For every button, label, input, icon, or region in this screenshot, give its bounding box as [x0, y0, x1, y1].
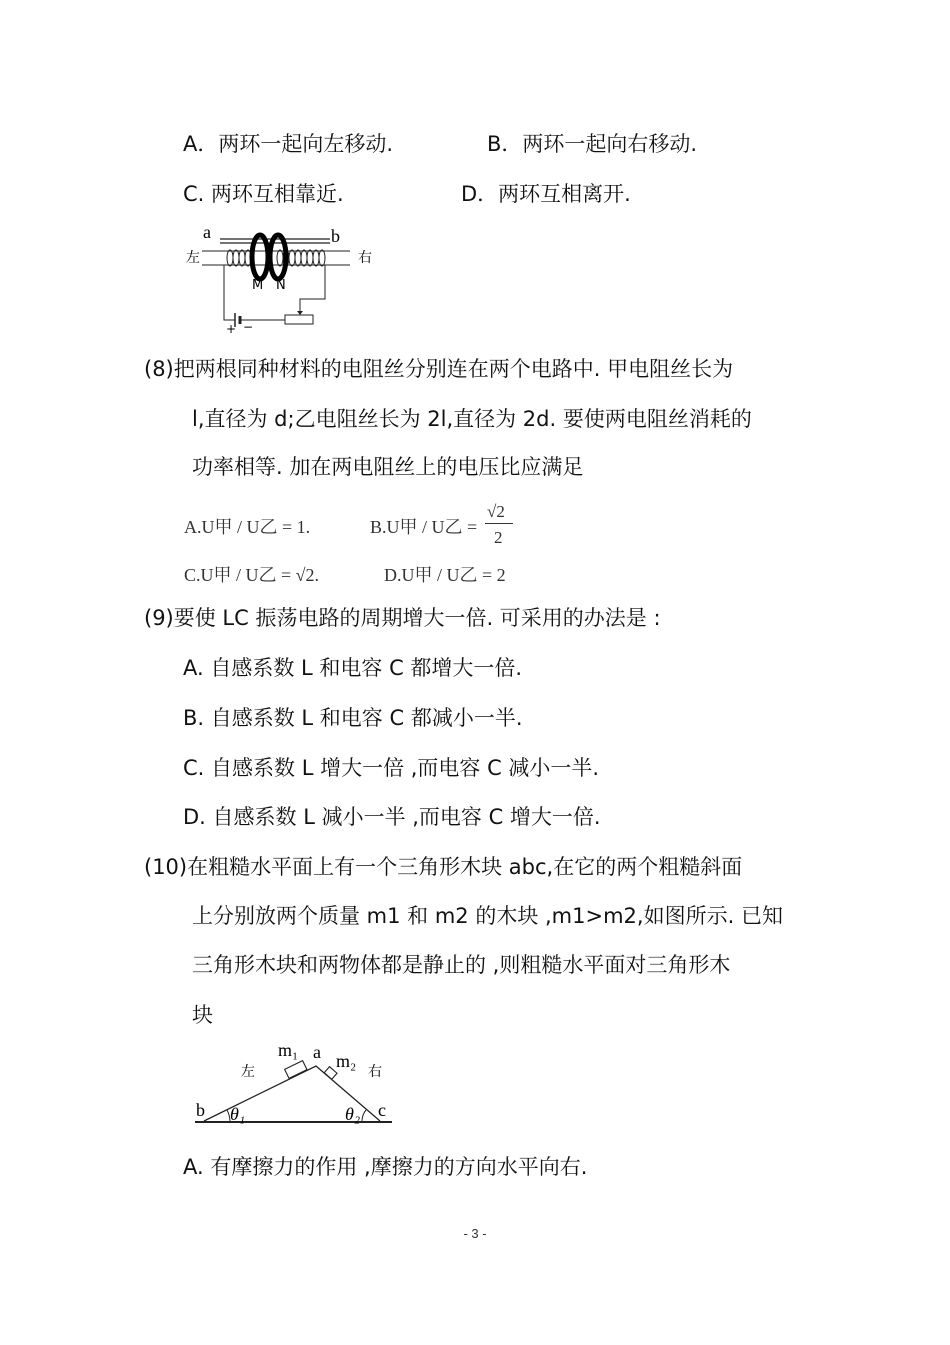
incline-figure [190, 1040, 400, 1125]
label-b: b [331, 226, 340, 246]
q8-option-a: A.U甲 / U乙 = 1. [184, 517, 311, 537]
q10-line2: 上分别放两个质量 m1 和 m2 的木块 ,m1>m2,如图所示. 已知 [192, 904, 783, 928]
page-number: - 3 - [463, 1226, 487, 1241]
q9-option-a: A. 自感系数 L 和电容 C 都增大一倍. [183, 656, 523, 680]
label-m1: m₁ [278, 1040, 299, 1060]
label-theta2: θ₂ [345, 1104, 361, 1124]
q8-option-b-prefix: B.U甲 / U乙 = [370, 517, 478, 537]
ring-m [252, 235, 268, 279]
label-left: 左 [186, 250, 200, 266]
q7-option-a: A．两环一起向左移动. [183, 132, 394, 156]
q8-option-c: C.U甲 / U乙 = √2. [184, 565, 320, 585]
q10-option-a: A. 有摩擦力的作用 ,摩擦力的方向水平向右. [183, 1155, 588, 1179]
q8-line1: (8)把两根同种材料的电阻丝分别连在两个电路中. 甲电阻丝长为 [144, 357, 734, 381]
q8-option-d: D.U甲 / U乙 = 2 [384, 565, 506, 585]
label-right: 右 [358, 250, 372, 266]
label-left: 左 [241, 1064, 255, 1080]
q7-option-d: D．两环互相离开. [461, 182, 631, 206]
q7-option-c: C. 两环互相靠近. [183, 182, 344, 206]
label-a: a [203, 225, 211, 242]
label-n: N [276, 278, 286, 293]
q7-option-b: B．两环一起向右移动. [487, 132, 698, 156]
q9-option-d: D. 自感系数 L 减小一半 ,而电容 C 增大一倍. [183, 805, 601, 829]
label-right: 右 [368, 1064, 382, 1080]
label-plus: + [226, 322, 237, 336]
solenoid-figure [180, 225, 380, 340]
q10-line4: 块 [192, 1003, 213, 1027]
label-b: b [196, 1100, 205, 1120]
q10-line1: (10)在粗糙水平面上有一个三角形木块 abc,在它的两个粗糙斜面 [144, 855, 743, 879]
label-m: M [252, 278, 264, 293]
q10-line3: 三角形木块和两物体都是静止的 ,则粗糙水平面对三角形木 [192, 953, 731, 977]
fraction-bar [485, 523, 513, 524]
label-minus: − [243, 320, 254, 334]
q8-line2: l,直径为 d;乙电阻丝长为 2l,直径为 2d. 要使两电阻丝消耗的 [192, 407, 752, 431]
label-c: c [378, 1100, 386, 1120]
q9-option-b: B. 自感系数 L 和电容 C 都减小一半. [183, 706, 523, 730]
label-theta1: θ₁ [230, 1104, 246, 1124]
label-a: a [313, 1042, 321, 1062]
q9-stem: (9)要使 LC 振荡电路的周期增大一倍. 可采用的办法是 : [144, 606, 661, 630]
ring-n [270, 235, 286, 279]
q8-option-b-denominator: 2 [494, 528, 503, 547]
q8-option-b-numerator: √2 [487, 502, 505, 521]
q9-option-c: C. 自感系数 L 增大一倍 ,而电容 C 减小一半. [183, 756, 600, 780]
label-m2: m₂ [336, 1051, 357, 1071]
q8-line3: 功率相等. 加在两电阻丝上的电压比应满足 [192, 455, 584, 479]
